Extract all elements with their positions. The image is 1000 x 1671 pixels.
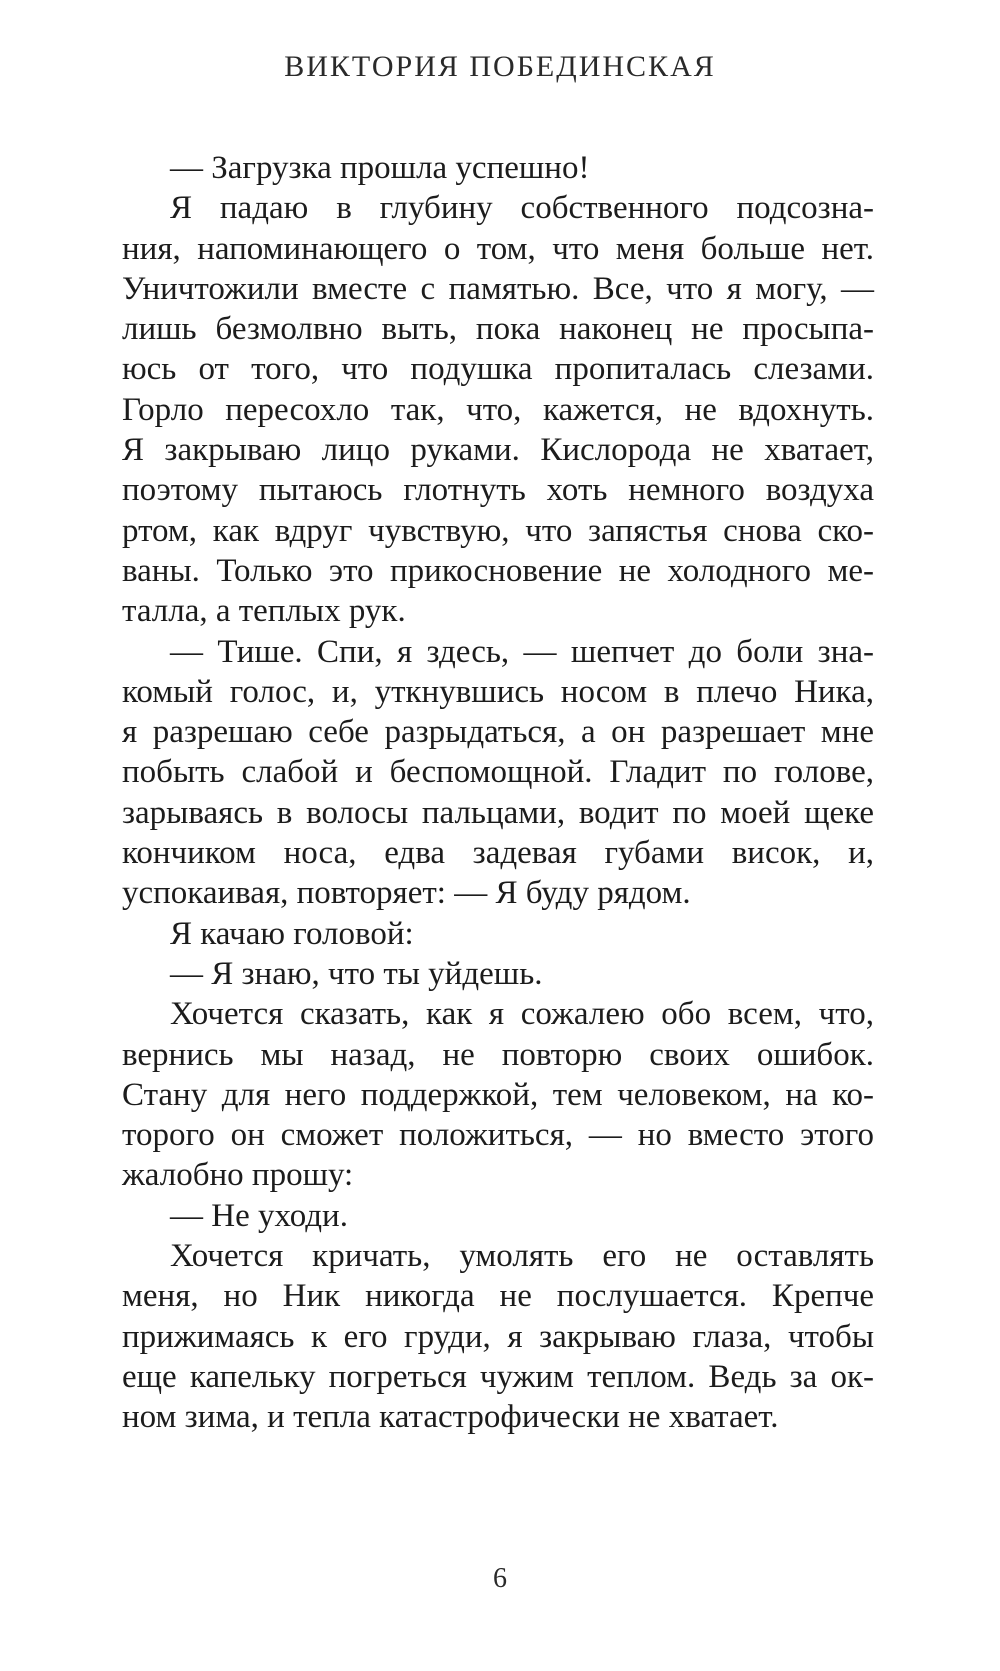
text-line: ваны. Только это прикосновение не холодного ме- — [122, 552, 874, 589]
page-number: 6 — [493, 1563, 507, 1594]
text-line: — Загрузка прошла успешно! — [170, 150, 590, 186]
text-line: вернись мы назад, не повторю своих ошибок. — [122, 1036, 874, 1073]
text-line: меня, но Ник никогда не послушается. Крепче — [122, 1278, 874, 1315]
text-line: ния, напоминающего о том, что меня больше нет. — [122, 230, 874, 267]
body-text — [122, 148, 874, 1438]
text-line: Я закрываю лицо руками. Кислорода не хватает, — [122, 432, 874, 469]
text-line: я разрешаю себе разрыдаться, а он разрешает мне — [122, 714, 874, 751]
text-line: кончиком носа, едва задевая губами висок, и, — [122, 835, 874, 872]
text-line: Я качаю головой: — [170, 915, 414, 952]
text-line: юсь от того, что подушка пропиталась слезами. — [122, 351, 874, 388]
text-line: — Тише. Спи, я здесь, — шепчет до боли зна- — [170, 633, 874, 670]
text-line: побыть слабой и беспомощной. Гладит по голове, — [122, 754, 874, 791]
text-line: комый голос, и, уткнувшись носом в плечо Ника, — [122, 673, 874, 710]
text-line: ртом, как вдруг чувствую, что запястья снова ско- — [122, 512, 874, 549]
text-line: успокаивая, повторяет: — Я буду рядом. — [122, 875, 691, 912]
text-line: зарываясь в волосы пальцами, водит по моей щеке — [122, 794, 874, 831]
text-line: талла, а теплых рук. — [122, 593, 406, 630]
text-line: жалобно прошу: — [122, 1157, 354, 1194]
text-line: Хочется кричать, умолять его не оставлять — [170, 1238, 874, 1275]
text-line: еще капельку погреться чужим теплом. Ведь за ок- — [122, 1358, 874, 1395]
text-line: Хочется сказать, как я сожалею обо всем, что, — [170, 996, 874, 1033]
text-line: Уничтожили вместе с памятью. Все, что я могу, — — [122, 270, 874, 307]
text-line: поэтому пытаюсь глотнуть хоть немного воздуха — [122, 472, 874, 509]
running-header: ВИКТОРИЯ ПОБЕДИНСКАЯ — [284, 50, 716, 83]
text-line: — Я знаю, что ты уйдешь. — [170, 955, 543, 992]
text-line: лишь безмолвно выть, пока наконец не просыпа- — [122, 311, 874, 348]
text-line: Я падаю в глубину собственного подсозна- — [170, 190, 874, 227]
text-line: ном зима, и тепла катастрофически не хватает. — [122, 1399, 779, 1436]
text-line: торого он сможет положиться, — но вместо этого — [122, 1117, 874, 1154]
text-line: Горло пересохло так, что, кажется, не вдохнуть. — [122, 391, 874, 428]
text-line: — Не уходи. — [170, 1197, 348, 1234]
text-line: прижимаясь к его груди, я закрываю глаза, чтобы — [122, 1318, 874, 1355]
text-line: Стану для него поддержкой, тем человеком, на ко- — [122, 1076, 874, 1113]
